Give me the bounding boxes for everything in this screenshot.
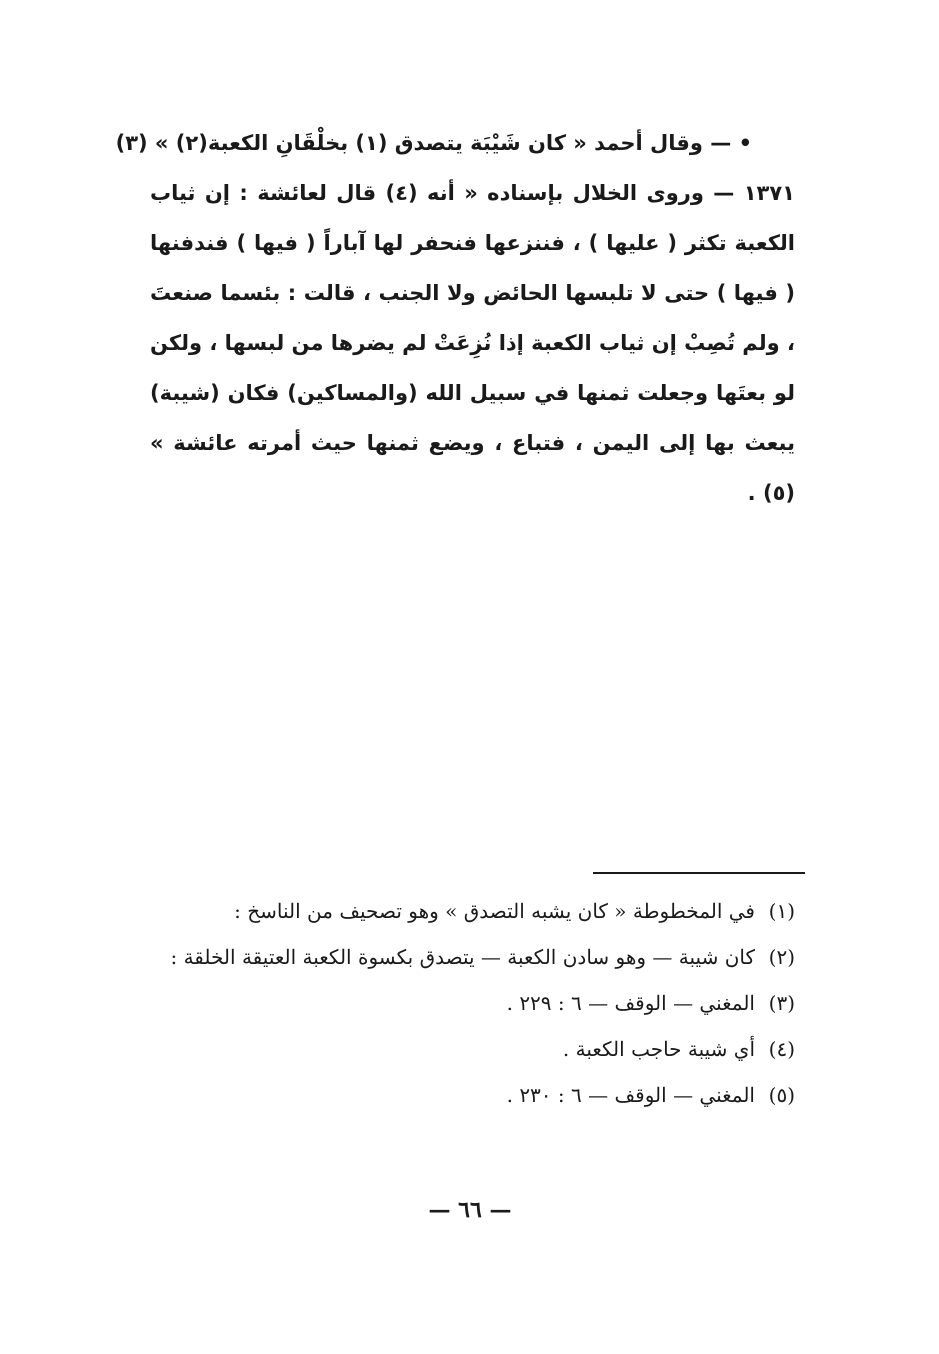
footnote-1	[150, 888, 795, 934]
footnote-number: (٣)	[768, 991, 795, 1015]
footnote-text: المغني — الوقف — ٦ : ٢٣٠ .	[506, 1083, 755, 1107]
footnote-text: كان شيبة — وهو سادن الكعبة — يتصدق بكسوة الكعبة العتيقة الخلقة :	[170, 945, 755, 969]
footnote-number: (٤)	[768, 1037, 795, 1061]
footnote-3	[150, 980, 795, 1026]
footnotes	[150, 888, 795, 1118]
footnote-5	[150, 1072, 795, 1118]
footnote-number: (٥)	[768, 1083, 795, 1107]
footnote-divider	[593, 872, 805, 874]
page-number: — ٦٦ —	[428, 1197, 512, 1223]
footnote-4	[150, 1026, 795, 1072]
footnote-text: المغني — الوقف — ٦ : ٢٢٩ .	[506, 991, 755, 1015]
bullet-line: • — وقال أحمد « كان شَيْبَة يتصدق (١) بخلْقَانِ الكعبة(٢) » (٣)	[115, 131, 752, 155]
footnote-number: (١)	[768, 899, 795, 923]
footnote-text: أي شيبة حاجب الكعبة .	[562, 1037, 755, 1061]
main-paragraph: ١٣٧١ — وروى الخلال بإسناده « أنه (٤) قال لعائشة : إن ثياب الكعبة تكثر ( عليها ) ، فننزعها فنحفر لها آباراً ( فيها ) فندفنها ( فيها ) حتى لا تلبسها الحائض ولا الجنب ، قالت : بئسما صنعتَ ، ولم تُصِبْ إن ثياب الكعبة إذا نُزِعَتْ لم يضرها من لبسها ، ولكن لو بعتَها وجعلت ثمنها في سبيل الله (والمساكين) فكان (شيبة) يبعث بها إلى اليمن ، فتباع ، ويضع ثمنها حيث أمرته عائشة » (٥) .	[150, 181, 796, 505]
footnote-2	[150, 934, 795, 980]
footnote-number: (٢)	[768, 945, 795, 969]
footnote-text: في المخطوطة « كان يشبه التصدق » وهو تصحيف من الناسخ :	[234, 899, 755, 923]
